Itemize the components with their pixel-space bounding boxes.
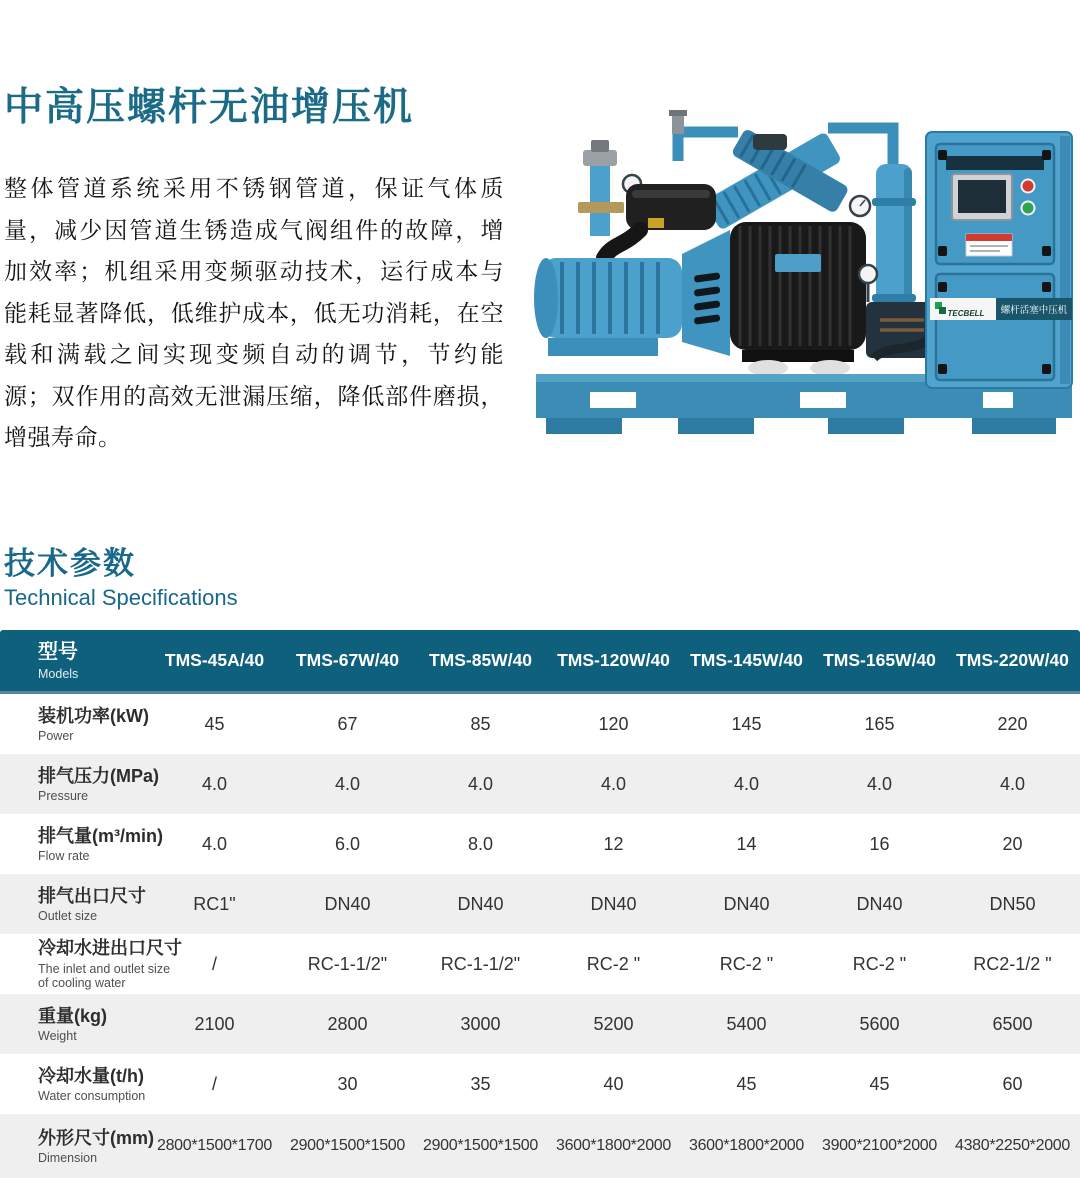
row-label-en: Outlet size: [38, 909, 98, 924]
table-cell: 4.0: [600, 773, 627, 794]
table-row-flow-rate: [0, 814, 1080, 874]
table-cell: 60: [1002, 1073, 1023, 1094]
electric-motor: [730, 222, 866, 376]
table-row-cooling-water-size: [0, 934, 1080, 994]
row-label-cell: [0, 825, 163, 864]
table-cell: 2900*1500*1500: [422, 1137, 539, 1154]
row-label-zh: 排气压力(MPa): [38, 765, 159, 786]
description-line: 整体管道系统采用不锈钢管道，保证气体质: [4, 175, 504, 201]
table-row-outlet-size: [0, 874, 1080, 934]
table-cell: 165: [864, 713, 895, 734]
description-line: 增强寿命。: [4, 424, 122, 450]
spec-table: [0, 630, 1080, 1178]
row-label-en: Flow rate: [38, 849, 90, 864]
table-cell: 2800: [327, 1013, 368, 1034]
row-label-zh: 排气出口尺寸: [38, 885, 146, 906]
table-cell: 5600: [859, 1013, 900, 1034]
table-cell: 5200: [593, 1013, 634, 1034]
table-cell: 4.0: [999, 773, 1026, 794]
product-description: [4, 168, 504, 459]
model-column-header: TMS-165W/40: [823, 650, 936, 670]
table-cell: 12: [603, 833, 624, 854]
row-label-zh: 重量(kg): [38, 1005, 107, 1026]
table-cell: DN40: [324, 893, 371, 914]
description-line: 量，减少因管道生锈造成气阀组件的故障，增: [4, 216, 504, 243]
row-label-zh: 装机功率(kW): [38, 705, 149, 726]
table-cell: 2800*1500*1700: [156, 1137, 273, 1154]
row-label-cell: [0, 1005, 148, 1044]
table-cell: 40: [603, 1073, 624, 1094]
table-cell: 3000: [460, 1013, 501, 1034]
table-cell: 8.0: [467, 833, 494, 854]
description-line: 源；双作用的高效无泄漏压缩，降低部件磨损，: [4, 382, 504, 409]
table-row-dimension: [0, 1114, 1080, 1178]
screw-compressor: [534, 258, 682, 356]
start-button: [1022, 202, 1035, 215]
product-badge-text: 螺杆活塞中压机: [1000, 305, 1068, 316]
table-cell: 4.0: [201, 833, 228, 854]
table-cell: DN40: [856, 893, 903, 914]
row-label-en: Power: [38, 729, 74, 744]
compressor-illustration: [528, 106, 1080, 444]
table-cell: DN50: [989, 893, 1036, 914]
bell-housing: [682, 230, 730, 356]
row-label-cell: [0, 765, 159, 804]
row-label-en: Pressure: [38, 789, 89, 804]
table-cell: 6500: [992, 1013, 1033, 1034]
model-column-header: TMS-45A/40: [164, 650, 265, 670]
table-cell: 6.0: [334, 833, 361, 854]
brand-badge: [930, 298, 1072, 320]
table-cell: 14: [736, 833, 757, 854]
table-cell: 4.0: [866, 773, 893, 794]
table-cell: RC-1-1/2": [307, 953, 388, 974]
table-cell: /: [211, 1073, 217, 1094]
model-column-header: TMS-85W/40: [428, 650, 533, 670]
row-label-cell: [0, 1065, 148, 1104]
page-title: 中高压螺杆无油增压机: [4, 86, 415, 129]
row-label-zh: 冷却水量(t/h): [38, 1065, 144, 1086]
table-cell: RC-2 ": [586, 953, 641, 974]
table-cell: RC-2 ": [852, 953, 907, 974]
table-row-water-consumption: [0, 1054, 1080, 1114]
table-cell: DN40: [457, 893, 504, 914]
table-cell: 3600*1800*2000: [688, 1137, 805, 1154]
control-cabinet: [926, 132, 1072, 388]
row-label-en: Dimension: [38, 1151, 98, 1166]
table-row-weight: [0, 994, 1080, 1054]
warning-label: [966, 234, 1012, 256]
header-label-cell: [0, 640, 148, 681]
table-cell: 45: [204, 713, 225, 734]
model-column-header: TMS-67W/40: [295, 650, 400, 670]
row-label-cell: [0, 1127, 154, 1166]
section-heading: [4, 546, 238, 611]
table-cell: 3600*1800*2000: [555, 1137, 672, 1154]
table-cell: 3900*2100*2000: [821, 1137, 938, 1154]
row-label-cell: [0, 705, 148, 744]
table-cell: 2100: [194, 1013, 235, 1034]
model-column-header: TMS-145W/40: [690, 650, 803, 670]
hmi-screen: [952, 174, 1012, 220]
row-label-en: Water consumption: [38, 1089, 146, 1104]
section-title-en: Technical Specifications: [4, 584, 238, 610]
table-cell: 4380*2250*2000: [954, 1137, 1071, 1154]
models-label-en: Models: [38, 666, 79, 681]
brand-logo-text: TECBELL: [947, 309, 985, 318]
table-cell: 45: [869, 1073, 890, 1094]
table-cell: 85: [470, 713, 491, 734]
table-cell: /: [211, 953, 217, 974]
table-cell: RC-2 ": [719, 953, 774, 974]
row-label-zh: 冷却水进出口尺寸: [38, 938, 182, 959]
v-cylinder-block: [704, 128, 850, 231]
table-cell: 4.0: [733, 773, 760, 794]
row-label-cell: [0, 885, 148, 924]
table-cell: 67: [337, 713, 358, 734]
table-cell: RC2-1/2 ": [973, 953, 1052, 974]
table-cell: 20: [1002, 833, 1023, 854]
table-cell: 4.0: [467, 773, 494, 794]
model-column-header: TMS-220W/40: [956, 650, 1069, 670]
table-cell: 45: [736, 1073, 757, 1094]
table-row-pressure: [0, 754, 1080, 814]
table-cell: 5400: [726, 1013, 767, 1034]
table-cell: 30: [337, 1073, 358, 1094]
model-column-header: TMS-120W/40: [557, 650, 670, 670]
table-cell: 4.0: [334, 773, 361, 794]
stop-button: [1022, 180, 1035, 193]
description-line: 载和满载之间实现变频自动的调节，节约能: [4, 341, 504, 367]
row-label-zh: 排气量(m³/min): [38, 825, 163, 846]
table-cell: 2900*1500*1500: [289, 1137, 406, 1154]
row-label-en: Weight: [38, 1029, 77, 1044]
table-cell: 120: [598, 713, 629, 734]
table-cell: 16: [869, 833, 890, 854]
row-label-cell: [0, 937, 182, 991]
table-cell: DN40: [590, 893, 637, 914]
table-cell: DN40: [723, 893, 770, 914]
section-title-zh: 技术参数: [4, 546, 136, 581]
table-cell: 35: [470, 1073, 491, 1094]
table-cell: RC-1-1/2": [440, 953, 521, 974]
row-label-zh: 外形尺寸(mm): [38, 1127, 154, 1148]
table-row-power: [0, 694, 1080, 754]
table-cell: RC1": [193, 893, 236, 914]
models-label-zh: 型号: [38, 640, 78, 663]
table-cell: 220: [997, 713, 1028, 734]
table-header-row: [0, 630, 1080, 694]
description-line: 加效率；机组采用变频驱动技术，运行成本与: [4, 258, 504, 284]
row-label-en: The inlet and outlet size of cooling water: [38, 961, 171, 991]
description-line: 能耗显著降低，低维护成本，低无功消耗，在空: [4, 299, 504, 326]
product-image: [528, 106, 1080, 444]
table-cell: 145: [731, 713, 762, 734]
table-cell: 4.0: [201, 773, 228, 794]
